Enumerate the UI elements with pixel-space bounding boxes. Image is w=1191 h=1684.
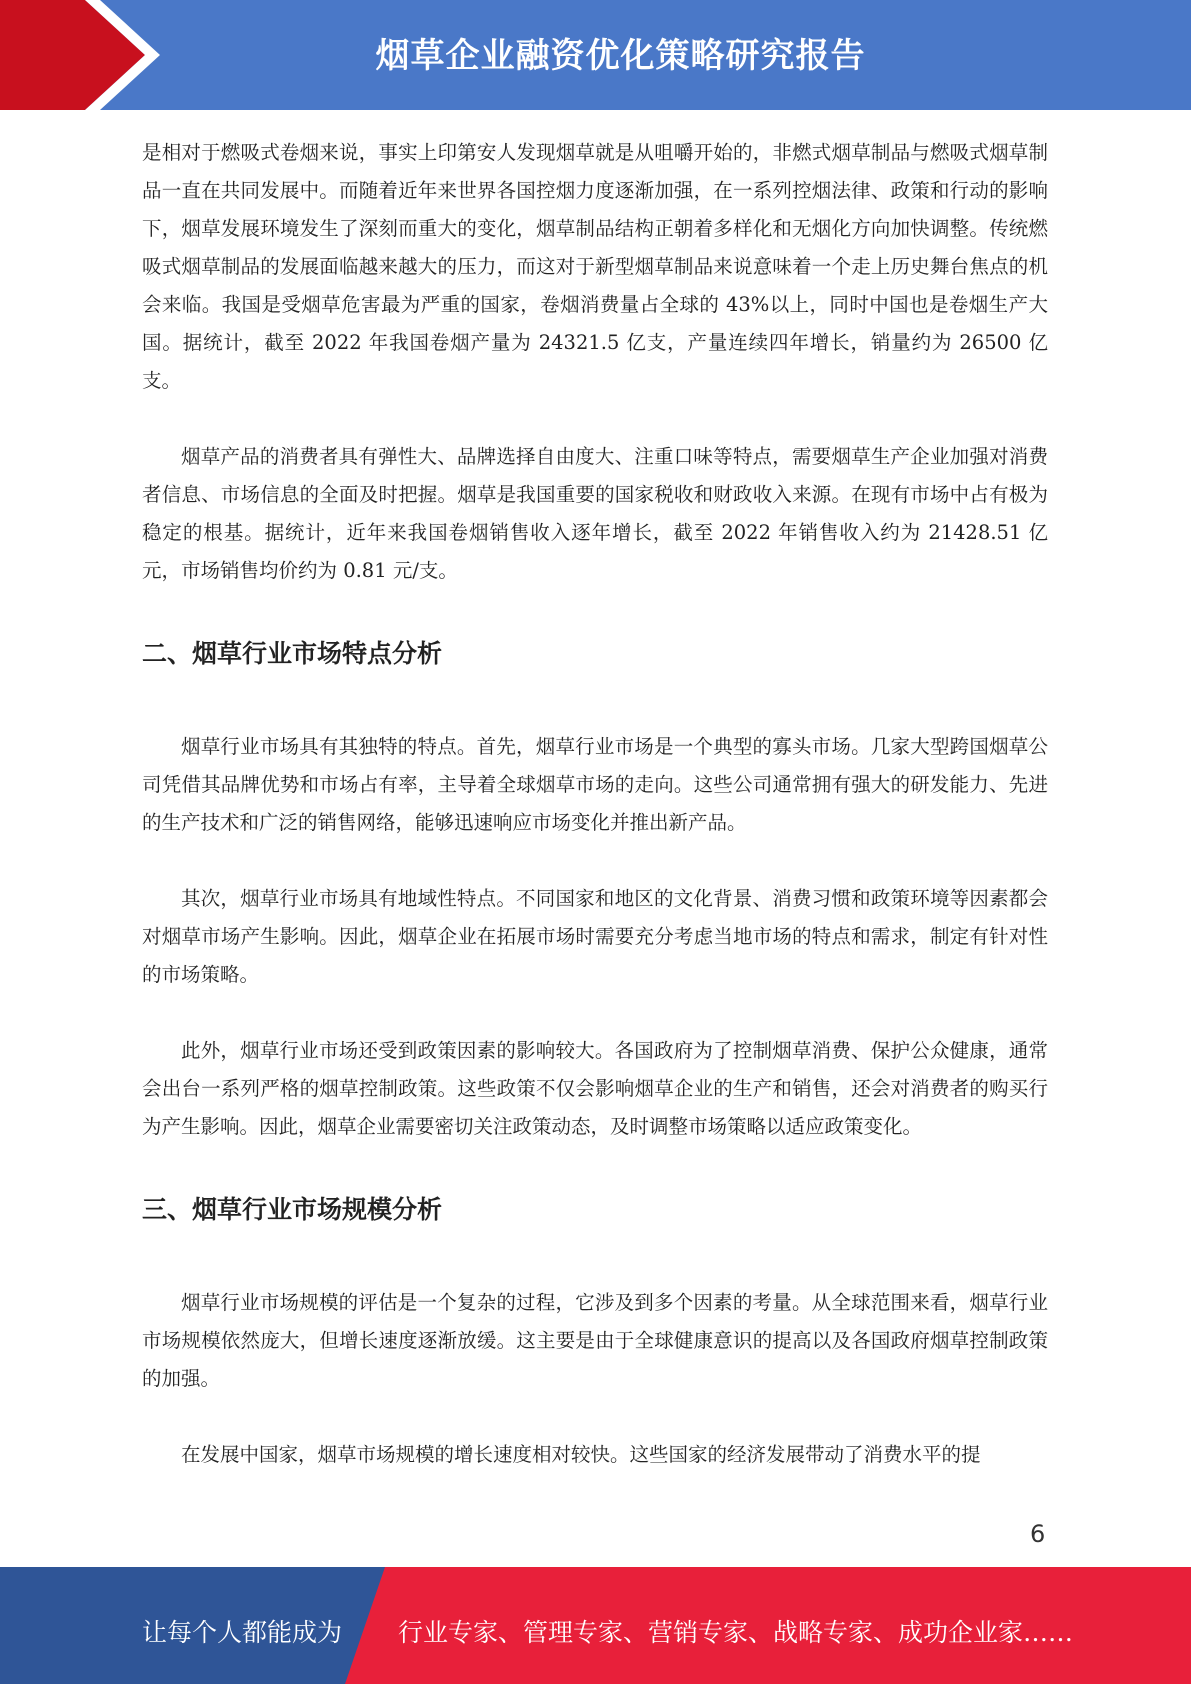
- intro-paragraph-2: 烟草产品的消费者具有弹性大、品牌选择自由度大、注重口味等特点，需要烟草生产企业加强对消费者信息、市场信息的全面及时把握。烟草是我国重要的国家税收和财政收入来源。在现有市场中占有极为稳定的根基。据统计，近年来我国卷烟销售收入逐年增长，截至 2022 年销售收入约为 21428.51 亿元，市场销售均价约为 0.81 元/支。: [142, 445, 1048, 582]
- report-title: 烟草企业融资优化策略研究报告: [375, 36, 866, 76]
- section3-paragraph-2: 在发展中国家，烟草市场规模的增长速度相对较快。这些国家的经济发展带动了消费水平的提: [181, 1443, 981, 1466]
- section2-paragraph-3: 此外，烟草行业市场还受到政策因素的影响较大。各国政府为了控制烟草消费、保护公众健康，通常会出台一系列严格的烟草控制政策。这些政策不仅会影响烟草企业的生产和销售，还会对消费者的购买行为产生影响。因此，烟草企业需要密切关注政策动态，及时调整市场策略以适应政策变化。: [142, 1039, 1048, 1138]
- section2-paragraph-1: 烟草行业市场具有其独特的特点。首先，烟草行业市场是一个典型的寡头市场。几家大型跨国烟草公司凭借其品牌优势和市场占有率，主导着全球烟草市场的走向。这些公司通常拥有强大的研发能力、先进的生产技术和广泛的销售网络，能够迅速响应市场变化并推出新产品。: [142, 735, 1048, 834]
- intro-paragraph-1: 是相对于燃吸式卷烟来说，事实上印第安人发现烟草就是从咀嚼开始的，非燃式烟草制品与燃吸式烟草制品一直在共同发展中。而随着近年来世界各国控烟力度逐渐加强，在一系列控烟法律、政策和行动的影响下，烟草发展环境发生了深刻而重大的变化，烟草制品结构正朝着多样化和无烟化方向加快调整。传统燃吸式烟草制品的发展面临越来越大的压力，而这对于新型烟草制品来说意味着一个走上历史舞台焦点的机会来临。我国是受烟草危害最为严重的国家，卷烟消费量占全球的 43%以上，同时中国也是卷烟生产大国。据统计，截至 2022 年我国卷烟产量为 24321.5 亿支，产量连续四年增长，销量约为 26500 亿支。: [142, 141, 1048, 392]
- section-heading-market-features: 二、烟草行业市场特点分析: [142, 639, 443, 668]
- page-number: 6: [1030, 1520, 1046, 1548]
- section-heading-market-size: 三、烟草行业市场规模分析: [142, 1195, 443, 1224]
- section2-paragraph-2: 其次，烟草行业市场具有地域性特点。不同国家和地区的文化背景、消费习惯和政策环境等因素都会对烟草市场产生影响。因此，烟草企业在拓展市场时需要充分考虑当地市场的特点和需求，制定有针对性的市场策略。: [142, 887, 1048, 986]
- section3-paragraph-1: 烟草行业市场规模的评估是一个复杂的过程，它涉及到多个因素的考量。从全球范围来看，烟草行业市场规模依然庞大，但增长速度逐渐放缓。这主要是由于全球健康意识的提高以及各国政府烟草控制政策的加强。: [142, 1291, 1048, 1390]
- document-body: [142, 134, 1048, 1474]
- footer-slogan-right: 行业专家、管理专家、营销专家、战略专家、成功企业家……: [398, 1618, 1074, 1647]
- footer-slogan-left: 让每个人都能成为: [142, 1618, 343, 1647]
